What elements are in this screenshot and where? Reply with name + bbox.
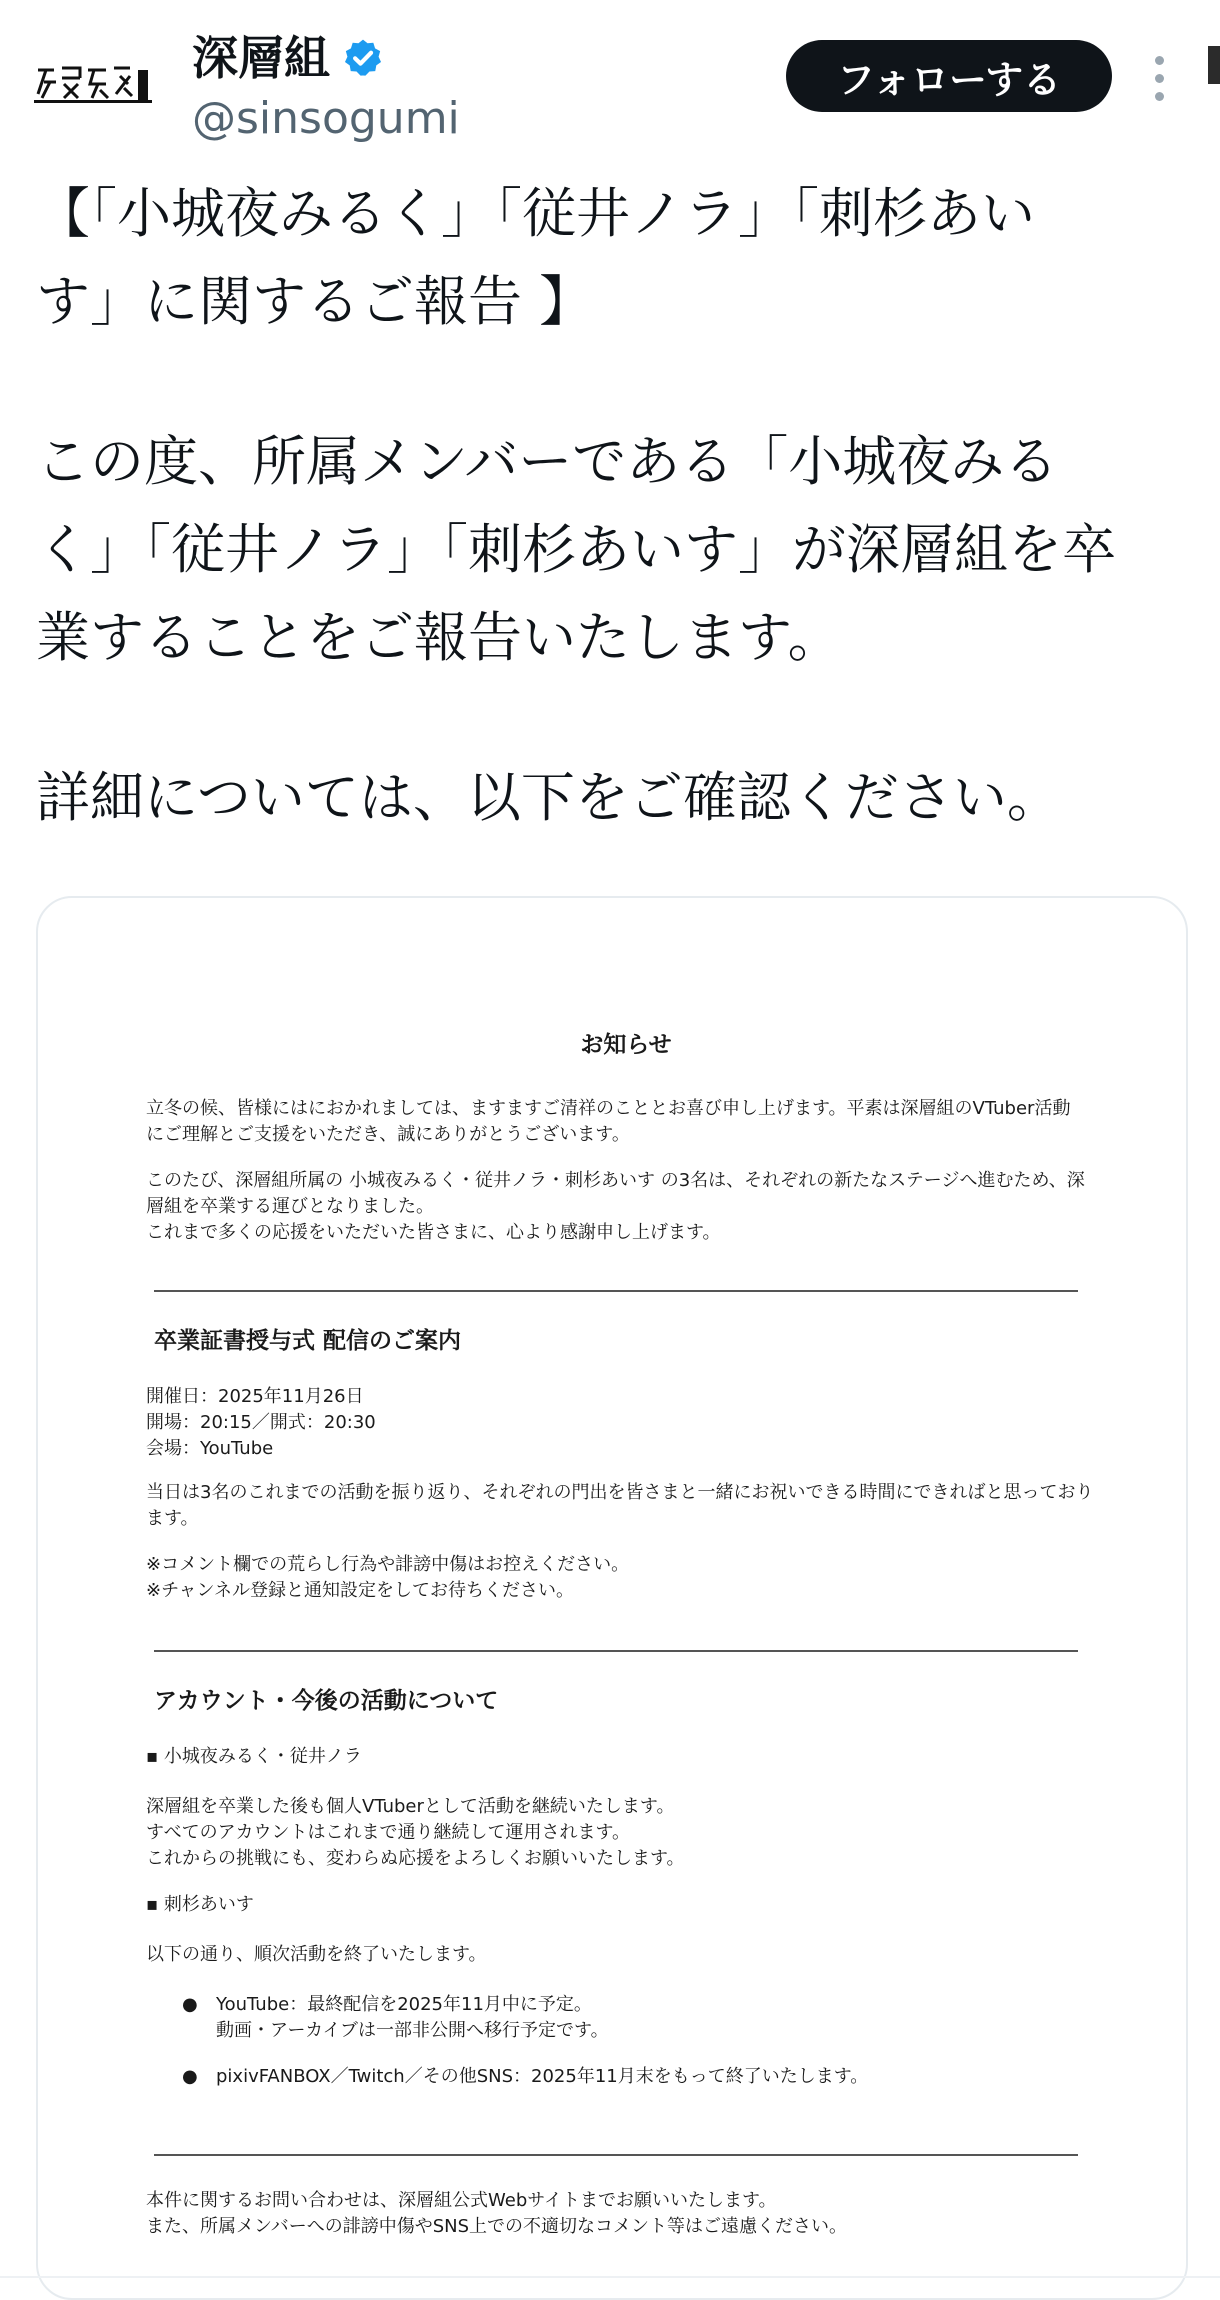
sub1-body (146, 1794, 1106, 1872)
text-line: これからの挑戦にも、変わらぬ応援をよろしくお願いいたします。 (146, 1848, 685, 1869)
text-line: 深層組を卒業した後も個人VTuberとして活動を継続いたします。 (146, 1796, 675, 1817)
announce-paragraph (146, 1168, 1106, 1246)
divider (154, 1290, 1078, 1292)
tweet-line: 業することをご報告いたします。 (36, 606, 842, 669)
sinsogumi-logo[interactable] (34, 64, 152, 108)
tweet-line: す」に関するご報告 】 (36, 270, 594, 333)
event-body (146, 1480, 1106, 1532)
follow-button[interactable]: フォローする (786, 40, 1112, 112)
text-line: ※チャンネル登録と通知設定をしてお待ちください。 (146, 1580, 574, 1601)
section-heading: アカウント・今後の活動について (154, 1688, 499, 1714)
tweet-line: 詳細については、以下をご確認ください。 (36, 766, 1061, 829)
section-heading: 卒業証書授与式 配信のご案内 (154, 1328, 462, 1354)
notice-footer (146, 2188, 1106, 2240)
tweet-line: 【「小城夜みるく」「従井ノラ」「刺杉あい (36, 182, 1035, 245)
tweet-text (36, 170, 1186, 842)
text-line: ▪ 小城夜みるく・従井ノラ (146, 1746, 362, 1767)
notice-title: お知らせ (580, 1032, 672, 1058)
event-date: 開催日：2025年11月26日 (146, 1386, 364, 1407)
text-line: pixivFANBOX／Twitch／その他SNS：2025年11月末をもって終了いたします。 (216, 2066, 869, 2087)
text-line: 層組を卒業する運びとなりました。 (146, 1196, 434, 1217)
tweet-paragraph (36, 418, 1186, 682)
text-line: 立冬の候、皆様にはにおかれましては、ますますご清祥のこととお喜び申し上げます。平素は深層組のVTuber活動 (146, 1098, 1071, 1119)
event-venue: 会場：YouTube (146, 1438, 274, 1459)
bullet-dot: ● (182, 1994, 198, 2015)
display-name[interactable]: 深層組 (192, 31, 330, 85)
event-details (146, 1384, 1106, 1462)
attached-image[interactable] (36, 896, 1188, 2300)
text-line: このたび、深層組所属の 小城夜みるく・従井ノラ・刺杉あいす の3名は、それぞれの新たなステージへ進むため、深 (146, 1170, 1085, 1191)
account-handle[interactable]: @sinsogumi (192, 93, 460, 144)
text-line: すべてのアカウントはこれまで通り継続して運用されます。 (146, 1822, 631, 1843)
bullet-item (216, 2064, 1096, 2090)
text-line: また、所属メンバーへの誹謗中傷やSNS上での不適切なコメント等はご遠慮ください。 (146, 2216, 848, 2237)
text-line: 当日は3名のこれまでの活動を振り返り、それぞれの門出を皆さまと一緒にお祝いできる時間にできればと思っており (146, 1482, 1094, 1503)
divider (154, 2154, 1078, 2156)
intro-paragraph (146, 1096, 1106, 1148)
edge-bar (1208, 46, 1220, 84)
event-notes (146, 1552, 1106, 1604)
more-options-icon[interactable] (1150, 56, 1168, 100)
tweet-paragraph (36, 170, 1186, 346)
text-line: ▪ 刺杉あいす (146, 1894, 254, 1915)
divider (154, 1650, 1078, 1652)
bottom-divider (0, 2276, 1220, 2278)
bullet-dot: ● (182, 2066, 198, 2087)
text-line: ※コメント欄での荒らし行為や誹謗中傷はお控えください。 (146, 1554, 630, 1575)
text-line: YouTube：最終配信を2025年11月中に予定。 (216, 1994, 592, 2015)
text-line: ます。 (146, 1508, 199, 1529)
text-line: 動画・アーカイブは一部非公開へ移行予定です。 (216, 2020, 609, 2041)
subheading (146, 1892, 1106, 1918)
tweet-line: く」「従井ノラ」「刺杉あいす」が深層組を卒 (36, 518, 1116, 581)
bullet-item (216, 1992, 1096, 2044)
text-line: 以下の通り、順次活動を終了いたします。 (146, 1944, 487, 1965)
tweet-header (0, 0, 1220, 160)
sub2-intro (146, 1942, 1106, 1968)
subheading (146, 1744, 1106, 1770)
tweet-line: この度、所属メンバーである「小城夜みる (36, 430, 1059, 493)
text-line: にご理解とご支援をいただき、誠にありがとうございます。 (146, 1124, 630, 1145)
verified-badge-icon (342, 37, 384, 79)
text-line: これまで多くの応援をいただいた皆さまに、心より感謝申し上げます。 (146, 1222, 721, 1243)
event-time: 開場：20:15／開式：20:30 (146, 1412, 376, 1433)
name-row (192, 28, 384, 88)
text-line: 本件に関するお問い合わせは、深層組公式Webサイトまでお願いいたします。 (146, 2190, 777, 2211)
tweet-paragraph (36, 754, 1186, 842)
